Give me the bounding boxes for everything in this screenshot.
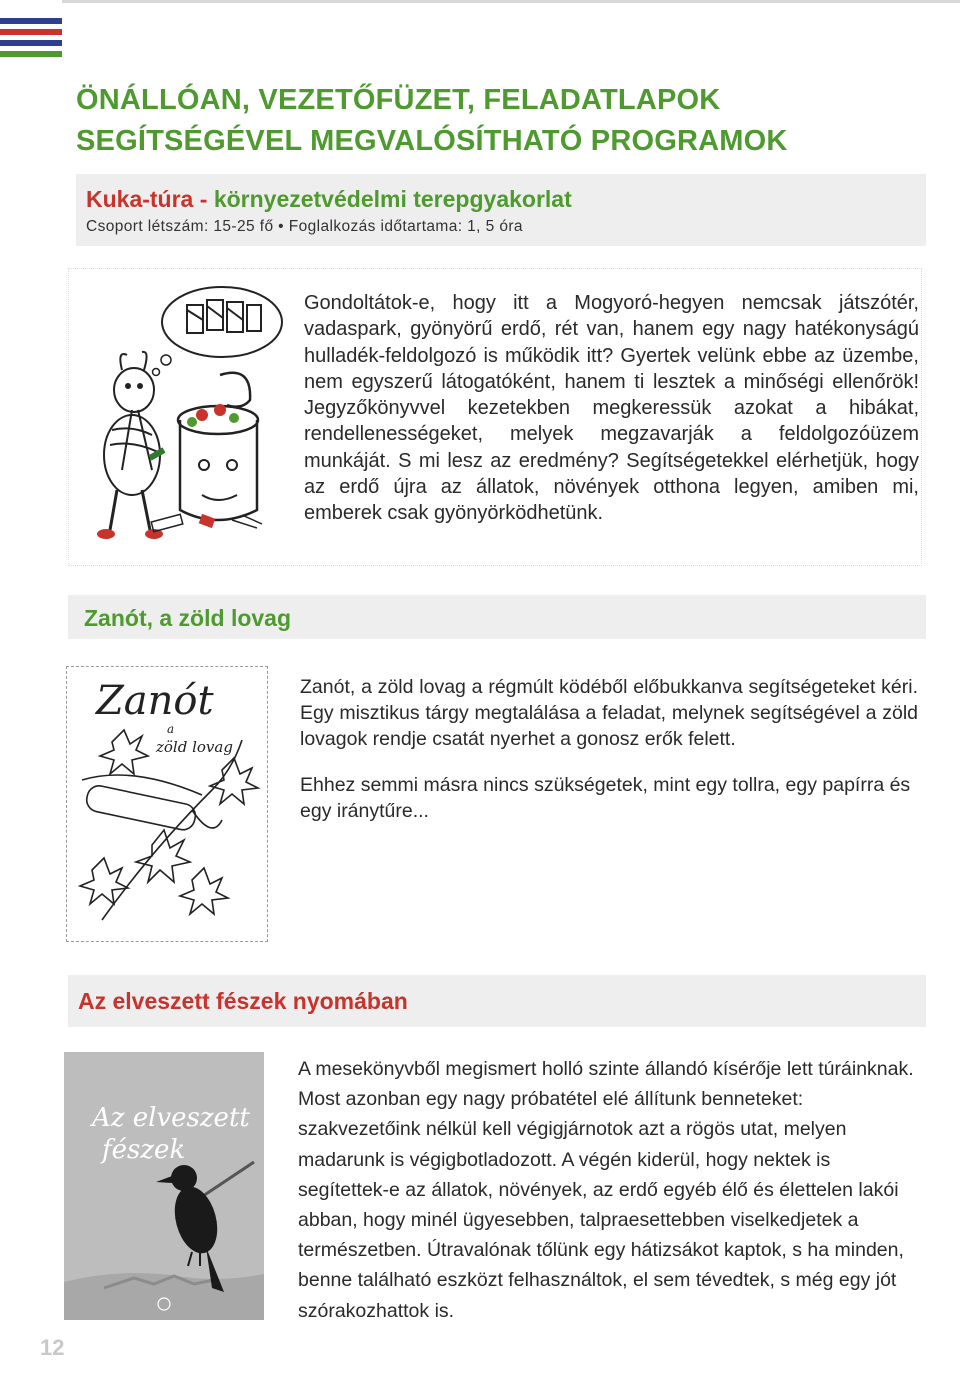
zanot-illustration [72, 670, 262, 936]
kuka-illustration [92, 280, 292, 548]
page-title-line1: ÖNÁLLÓAN, VEZETŐFÜZET, FELADATLAPOK [76, 84, 721, 116]
zanot-paragraph-1: Zanót, a zöld lovag a régmúlt ködéből előbukkanva segítségeteket kéri. Egy misztikus tárgy megtalálása a feladat, melynek segítségével a zöld lovagok rendje csatát nyerhet a gonosz erők felett. [300, 676, 918, 751]
kuka-title-separator: - [193, 186, 214, 212]
flag-decoration [0, 18, 62, 68]
zanot-drawing-sub: zöld lovag [156, 738, 233, 756]
feszek-section-title: Az elveszett fészek nyomában [78, 988, 408, 1014]
zanot-drawing-a: a [167, 722, 175, 736]
zanot-paragraph-2: Ehhez semmi másra nincs szükségetek, mint egy tollra, egy papírra és egy iránytűre... [300, 773, 911, 822]
flag-stripe-green [0, 51, 62, 57]
page-number: 12 [40, 1335, 65, 1360]
kuka-section-title [86, 186, 572, 213]
flag-stripe-blue [0, 18, 62, 24]
raven-head [171, 1165, 197, 1191]
kuka-title-rest: környezetvédelmi terepgyakorlat [213, 186, 572, 212]
feszek-book-cover [64, 1052, 264, 1320]
page-title-line2: SEGÍTSÉGÉVEL MEGVALÓSÍTHATÓ PROGRAMOK [76, 125, 788, 157]
flag-stripe-red [0, 29, 62, 35]
kuka-title-main: Kuka-túra [86, 186, 194, 212]
feszek-cover-title-line1: Az elveszett [92, 1103, 250, 1133]
page-title [76, 80, 916, 162]
zanot-text [300, 674, 918, 838]
raven-illustration [64, 1052, 264, 1320]
kuka-paragraph: Gondoltátok-e, hogy itt a Mogyoró-hegyen nemcsak játszótér, vadaspark, gyönyörű erdő, rét van, hanem egy nagy hatékonyságú hulladék-feldolgozó is működik itt? Gyertek velünk ebbe az üzembe, nem egyszerű látogatóként, hanem ti lesztek a minőségi ellenőrök! Jegyzőkönyvvel kezetekben megkeressük azokat a hibákat, rendellenességeket, melyek megzavarják a feldolgozóüzem munkáját. S mi lesz az eredmény? Segítségetekkel elérhetjük, hogy az erdő újra az állatok, növények otthona legyen, amiben mi, emberek csak gyönyörködhetünk. [304, 292, 919, 525]
flag-stripe-blue-2 [0, 40, 62, 46]
kuka-subtitle: Csoport létszám: 15-25 fő • Foglalkozás időtartama: 1, 5 óra [86, 218, 523, 235]
feszek-cover-title-line2: fészek [102, 1135, 186, 1165]
zanot-section-title: Zanót, a zöld lovag [84, 605, 292, 631]
feszek-paragraph: A mesekönyvből megismert holló szinte állandó kísérője lett túráinknak. Most azonban egy nagy próbatétel elé állítunk benneteket: szakvezetőink nélkül kell végigjárnotok azt a rögös utat, melyen madarunk is végigbotladozott. A végén kiderül, hogy nektek is segítettek-e az állatok, növények, az erdő egyéb élő és élettelen lakói abban, hogy minél ügyesebben, talpraesettebben viselkedjetek a természetben. Útravalónak tőlünk egy hátizsákot kaptok, s ha minden, benne található eszközt felhasználtok, el sem tévedtek, s még egy jót szórakozhattok is. [298, 1058, 914, 1322]
raven-body [168, 1182, 224, 1258]
zanot-drawing-title: Zanót [96, 678, 214, 724]
top-rule [62, 0, 960, 3]
